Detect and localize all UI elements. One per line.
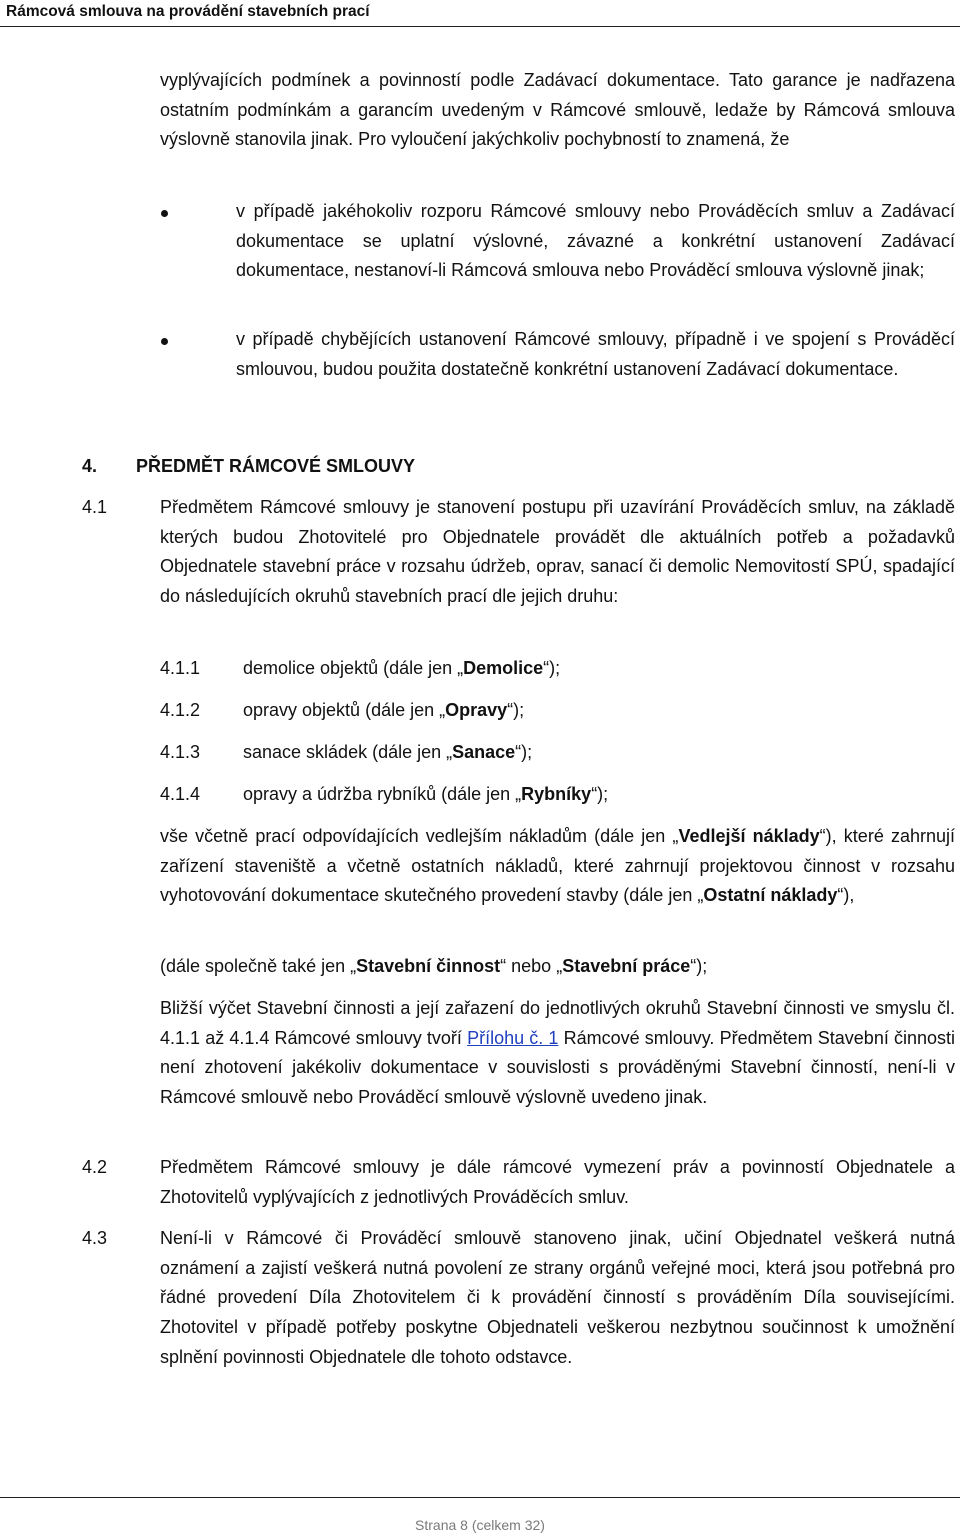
bullet-dot-icon	[161, 210, 168, 217]
clause-number: 4.1	[82, 497, 108, 517]
defined-term: Stavební činnost	[356, 956, 501, 976]
annex-link[interactable]: Přílohu č. 1	[467, 1027, 559, 1048]
page-header	[0, 0, 960, 30]
detail-paragraph: Bližší výčet Stavební činnosti a její zařazení do jednotlivých okruhů Stavební činnosti ve smyslu čl. 4.1.1 až 4.1.4 Rámcové smlouvy tvoří Přílohu č. 1 Rámcové smlouvy. Předmětem Stavební činnosti není zhotovení jakékoliv dokumentace v souvislosti s prováděnými Stavební činností, není-li v Rámcové smlouvě nebo Prováděcí smlouvě výslovně uvedeno jinak.	[160, 998, 956, 1108]
clause-number: 4.2	[82, 1157, 108, 1177]
subclause-number: 4.1.3	[160, 742, 201, 762]
bullet-dot-icon	[161, 338, 168, 345]
section-heading: PŘEDMĚT RÁMCOVÉ SMLOUVY	[136, 456, 416, 476]
subclause-text: opravy a údržba rybníků (dále jen „Rybníky“);	[243, 784, 609, 804]
intro-paragraph: vyplývajících podmínek a povinností podle Zadávací dokumentace. Tato garance je nadřazena ostatním podmínkám a garancím uvedeným v Rámcové smlouvě, ledaže by Rámcová smlouva výslovně stanovila jinak. Pro vyloučení jakýchkoliv pochybností to znamená, že	[160, 70, 955, 150]
costs-paragraph: vše včetně prací odpovídajících vedlejším nákladům (dále jen „Vedlejší náklady“), které zahrnují zařízení staveniště a včetně ostatních nákladů, které zahrnují projektovou činnost v rozsahu vyhotovování dokumentace skutečného provedení stavby (dále jen „Ostatní náklady“),	[160, 826, 956, 906]
defined-term: Ostatní náklady	[703, 885, 838, 906]
clause-text: Není-li v Rámcové či Prováděcí smlouvě stanoveno jinak, učiní Objednatel veškerá nutná oznámení a zajistí veškerá nutná povolení ze strany orgánů veřejné moci, která jsou potřebná pro řádné provedení Díla Zhotovitelem či k provádění činností s prováděním Díla souvisejícími. Zhotovitel v případě potřeby poskytne Objednateli veškerou nezbytnou součinnost k umožnění splnění povinnosti Objednatele dle tohoto odstavce.	[160, 1228, 955, 1367]
section-number: 4.	[82, 456, 98, 476]
header-divider	[0, 26, 960, 27]
defined-term: Opravy	[445, 700, 508, 720]
clause-text: Předmětem Rámcové smlouvy je stanovení postupu při uzavírání Prováděcích smluv, na základě kterých budou Zhotovitelé pro Objednatele provádět dle aktuálních potřeb a požadavků Objednatele stavební práce v rozsahu údržeb, oprav, sanací či demolic Nemovitostí SPÚ, spadající do následujících okruhů stavebních prací dle jejich druhu:	[160, 497, 955, 607]
bullet-item: v případě jakéhokoliv rozporu Rámcové smlouvy nebo Prováděcích smluv a Zadávací dokumentace se uplatní výslovné, závazné a konkrétní ustanovení Zadávací dokumentace, nestanoví-li Rámcová smlouva nebo Prováděcí smlouva výslovně jinak;	[236, 201, 955, 281]
document-title: Rámcová smlouva na provádění stavebních prací	[6, 3, 370, 20]
subclause-number: 4.1.2	[160, 700, 201, 720]
defined-term: Vedlejší náklady	[678, 826, 820, 846]
defined-term: Sanace	[452, 742, 516, 762]
defined-term: Demolice	[463, 658, 544, 678]
footer-divider	[0, 1497, 960, 1498]
defined-term: Rybníky	[521, 784, 592, 804]
clause-number: 4.3	[82, 1228, 108, 1248]
subclause-number: 4.1.1	[160, 658, 201, 678]
defined-term: Stavební práce	[562, 956, 691, 976]
subclause-text: sanace skládek (dále jen „Sanace“);	[243, 742, 533, 762]
subclause-text: opravy objektů (dále jen „Opravy“);	[243, 700, 525, 720]
page-number: Strana 8 (celkem 32)	[415, 1517, 545, 1533]
subclause-number: 4.1.4	[160, 784, 201, 804]
together-paragraph: (dále společně také jen „Stavební činnost“ nebo „Stavební práce“);	[160, 956, 708, 976]
bullet-item: v případě chybějících ustanovení Rámcové smlouvy, případně i ve spojení s Prováděcí smlouvou, budou použita dostatečně konkrétní ustanovení Zadávací dokumentace.	[236, 329, 955, 379]
clause-text: Předmětem Rámcové smlouvy je dále rámcové vymezení práv a povinností Objednatele a Zhotovitelů vyplývajících z jednotlivých Prováděcích smluv.	[160, 1157, 955, 1207]
subclause-text: demolice objektů (dále jen „Demolice“);	[243, 658, 561, 678]
